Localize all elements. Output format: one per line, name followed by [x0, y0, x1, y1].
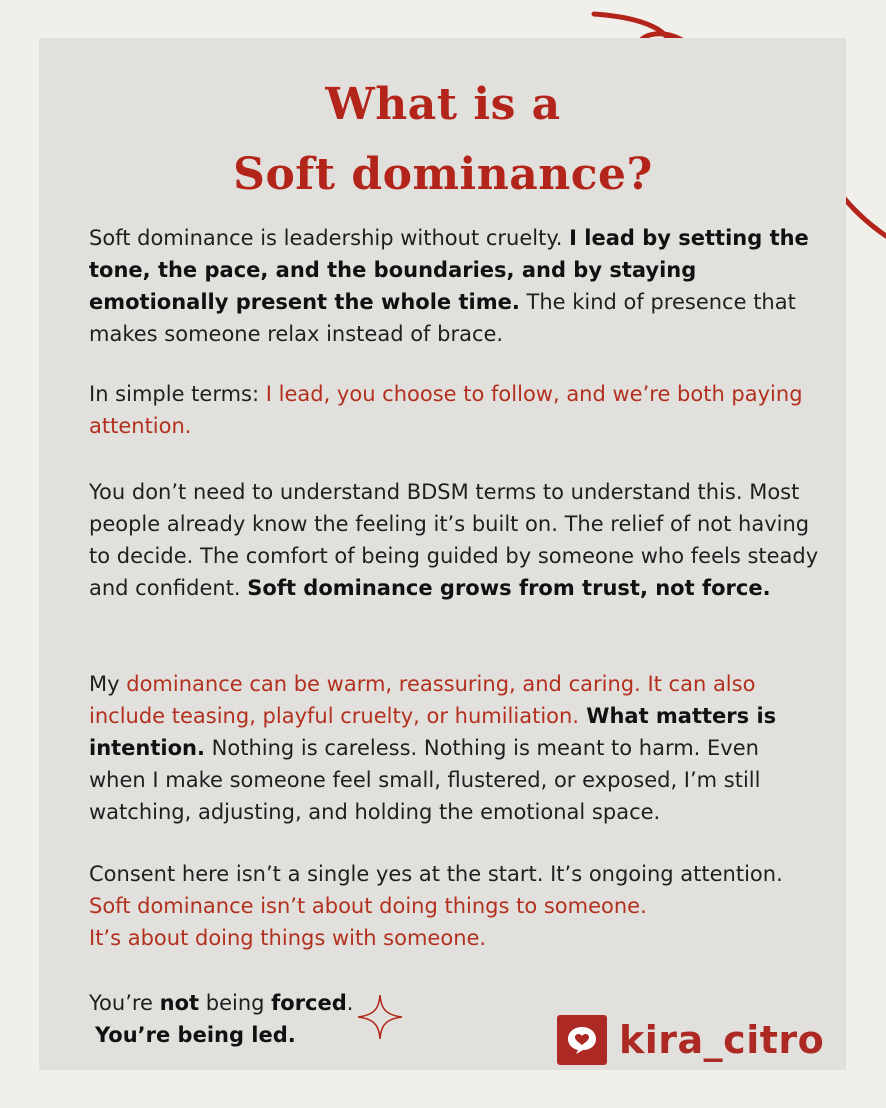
text: Nothing is careless. Nothing is meant to harm. Even when I make someone feel small, flustered, or exposed, I’m still watching, adjusting, and holding the emotional space.	[89, 736, 761, 824]
bold-text: What matters is intention.	[89, 704, 777, 760]
highlight-text: I lead, you choose to follow, and we’re both paying attention.	[89, 382, 803, 438]
paragraph-simple-terms	[89, 378, 819, 442]
text: You don’t need to understand BDSM terms to understand this. Most people already know the feeling it’s built on. The relief of not having to decide. The comfort of being guided by someone who feels steady and confident.	[89, 480, 819, 600]
bold-text: Soft dominance grows from trust, not force.	[247, 576, 771, 600]
text: My	[89, 672, 127, 696]
text: You’re	[89, 991, 160, 1015]
highlight-text: dominance can be warm, reassuring, and caring. It can also include teasing, playful cruelty, or humiliation.	[89, 672, 756, 728]
brand-signature	[557, 1015, 824, 1065]
brand-name: kira_citro	[619, 1018, 825, 1062]
text: The kind of presence that makes someone relax instead of brace.	[89, 290, 796, 346]
text: Soft dominance is leadership without cruelty.	[89, 226, 570, 250]
highlight-line: It’s about doing things with someone.	[89, 926, 487, 950]
highlight-line: Soft dominance isn’t about doing things to someone.	[89, 894, 647, 918]
text: In simple terms:	[89, 382, 266, 406]
consent-line: Consent here isn’t a single yes at the start. It’s ongoing attention.	[89, 862, 783, 886]
paragraph-definition	[89, 222, 819, 350]
bold-line: You’re being led.	[95, 1023, 296, 1047]
sparkle-icon	[356, 993, 404, 1041]
bold-text: I lead by setting the tone, the pace, and the boundaries, and by staying emotionally present the whole time.	[89, 226, 809, 314]
paragraph-feeling	[89, 476, 819, 604]
text: .	[346, 991, 354, 1015]
paragraph-intention	[89, 668, 819, 828]
bold-text: not	[159, 991, 200, 1015]
page-title-line1: What is a	[325, 79, 561, 130]
paragraph-consent	[89, 858, 819, 954]
speech-bubble-heart-icon	[557, 1015, 607, 1065]
bold-text: forced	[271, 991, 347, 1015]
text: being	[199, 991, 272, 1015]
page-title-line2: Soft dominance?	[233, 149, 653, 200]
